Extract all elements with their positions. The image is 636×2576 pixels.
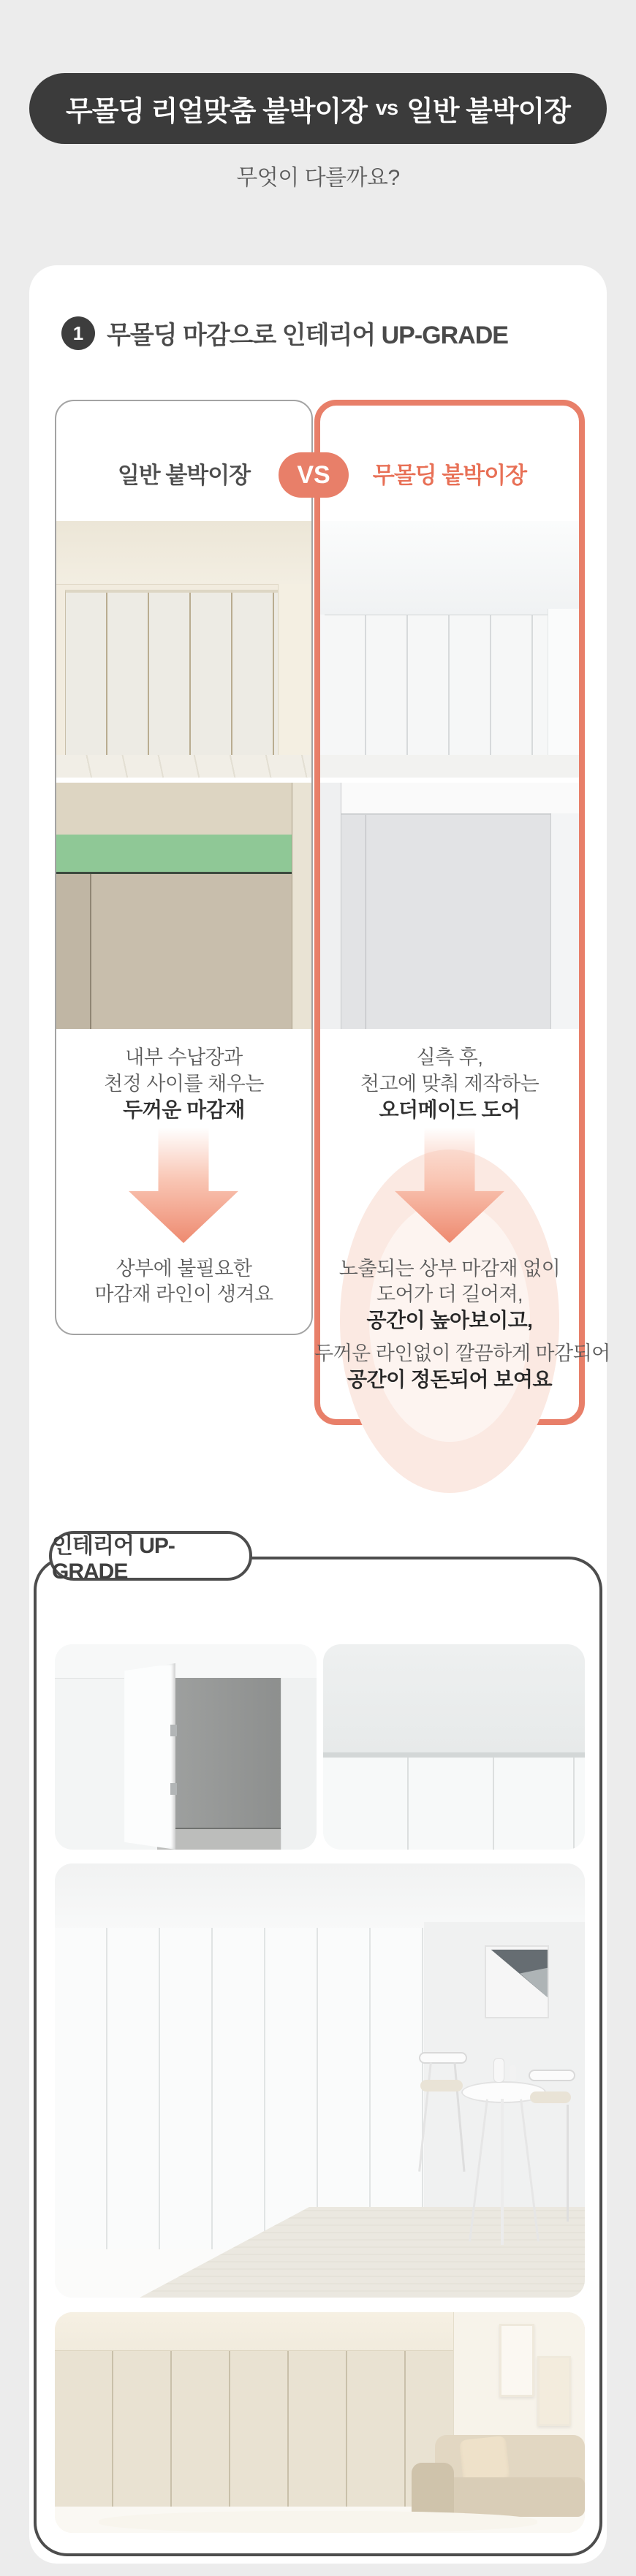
- floor: [56, 755, 311, 778]
- wardrobe-shelf: [157, 1828, 281, 1850]
- wall-art-frame: [537, 2356, 571, 2426]
- section-number-badge: 1: [61, 316, 95, 350]
- dining-chair: [529, 2070, 575, 2081]
- moldless-closet-door-closeup-photo: [320, 783, 579, 1029]
- closet-doors: [325, 615, 548, 756]
- moldless-result: 노출되는 상부 마감재 없이 도어가 더 길어져, 공간이 높아보이고, 두꺼운 라인없이 깔끔하게 마감되어 공간이 정돈되어 보여요: [314, 1258, 610, 1391]
- banner-vs-text: vs: [375, 96, 398, 120]
- dining-chair: [419, 2052, 467, 2064]
- rug: [99, 2511, 537, 2533]
- title-banner: [29, 73, 607, 144]
- moldless-closet-room-photo: [320, 521, 579, 778]
- closet-doors: [55, 2350, 453, 2509]
- banner-text-left: 무몰딩 리얼맞춤 붙박이장: [66, 96, 367, 127]
- door-hinge: [170, 1725, 177, 1736]
- page-subtitle: 무엇이 다를까요?: [236, 166, 400, 190]
- regular-desc: 내부 수납장과 천정 사이를 채우는 두꺼운 마감재: [104, 1046, 264, 1121]
- vs-badge: VS: [279, 452, 349, 498]
- gallery-container: [34, 1557, 602, 2556]
- vase: [493, 2058, 504, 2083]
- section-card: [29, 265, 610, 2564]
- cream-closet-living-room-photo: [55, 2312, 585, 2533]
- vase: [510, 2065, 516, 2081]
- open-wardrobe-interior-photo: [55, 1644, 317, 1850]
- banner-text-right: 일반 붙박이장: [406, 96, 570, 127]
- gallery-label-pill: 인테리어 UP-GRADE: [49, 1531, 252, 1581]
- regular-closet-header: 일반 붙박이장: [117, 463, 251, 488]
- white-closet-dining-room-photo: [55, 1863, 585, 2298]
- regular-closet-molding-closeup-photo: [56, 783, 311, 1029]
- wall-art-frame: [499, 2324, 534, 2397]
- regular-closet-room-photo: [56, 521, 311, 778]
- moldless-desc: 실측 후, 천고에 맞춰 제작하는 오더메이드 도어: [360, 1046, 540, 1121]
- floor: [320, 755, 579, 778]
- chair-cushion: [530, 2091, 571, 2103]
- moldless-closet-header: 무몰딩 붙박이장: [372, 463, 527, 488]
- white-built-in-closet-photo: [323, 1644, 585, 1850]
- wardrobe-interior: [157, 1678, 281, 1850]
- door-hinge: [170, 1783, 177, 1795]
- chair-cushion: [420, 2080, 463, 2091]
- open-door: [124, 1663, 175, 1850]
- wall-art-frame: [485, 1945, 549, 2018]
- regular-result: 상부에 불필요한 마감재 라인이 생겨요: [94, 1258, 273, 1305]
- molding-green-highlight: [56, 835, 311, 874]
- closet-doors: [55, 1928, 424, 2251]
- closet-doors: [65, 590, 280, 759]
- section-title: 무몰딩 마감으로 인테리어 UP-GRADE: [107, 322, 508, 349]
- ceiling-molding-line: [323, 1752, 585, 1758]
